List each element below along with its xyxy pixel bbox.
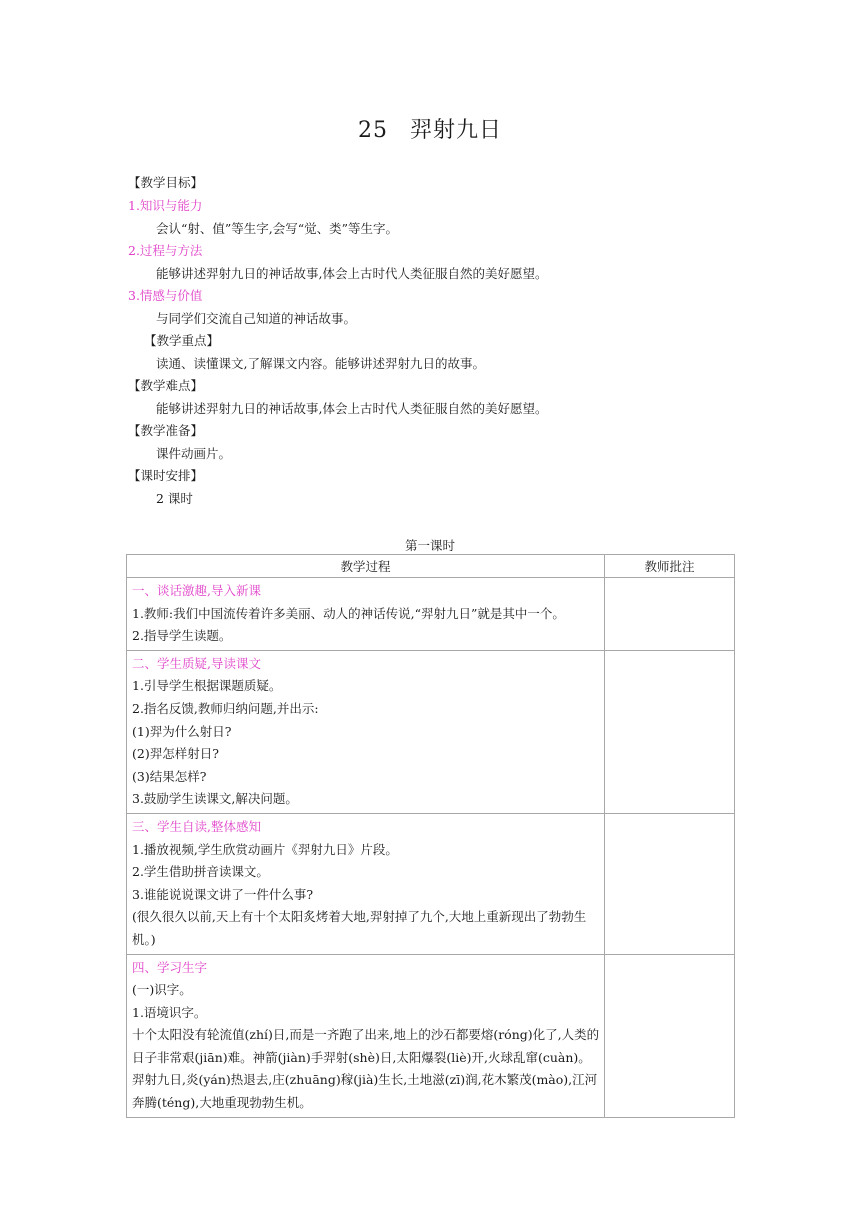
lesson-number: 25: [357, 118, 388, 143]
column-header-process: 教学过程: [127, 555, 605, 578]
page-title: [0, 113, 860, 144]
objectives-heading: 【教学目标】: [128, 175, 204, 190]
objective-1-title: 1.知识与能力: [128, 198, 203, 213]
section-line: 2.指名反馈,教师归纳问题,并出示:: [132, 700, 319, 716]
table-row: [127, 578, 735, 651]
notes-cell: [605, 954, 735, 1117]
objective-3-text: 与同学们交流自己知道的神话故事。: [156, 311, 357, 326]
table-header-row: [127, 555, 735, 578]
column-header-notes: 教师批注: [605, 555, 735, 578]
section-2: [127, 651, 604, 813]
section-line: 2.学生借助拼音读课文。: [132, 864, 269, 880]
difficulty-text: 能够讲述羿射九日的神话故事,体会上古时代人类征服自然的美好愿望。: [156, 401, 548, 416]
section-title: 三、学生自读,整体感知: [132, 818, 261, 834]
lesson-table: [126, 554, 735, 1118]
preparation-heading: 【教学准备】: [128, 423, 204, 438]
section-3: [127, 814, 604, 954]
table-row: [127, 813, 735, 954]
section-title: 二、学生质疑,导读课文: [132, 655, 261, 671]
section-1: [127, 578, 604, 650]
objective-2-title: 2.过程与方法: [128, 243, 203, 258]
objective-2-text: 能够讲述羿射九日的神话故事,体会上古时代人类征服自然的美好愿望。: [156, 266, 548, 281]
lesson-title: 羿射九日: [409, 118, 502, 143]
difficulty-heading: 【教学难点】: [128, 378, 204, 393]
focus-text: 读通、读懂课文,了解课文内容。能够讲述羿射九日的故事。: [156, 356, 485, 371]
section-line: 3.谁能说说课文讲了一件什么事?: [132, 886, 314, 902]
schedule-heading: 【课时安排】: [128, 468, 204, 483]
section-4: [127, 955, 604, 1117]
section-line: 3.鼓励学生读课文,解决问题。: [132, 791, 298, 807]
objective-1-text: 会认“射、值”等生字,会写“觉、类”等生字。: [156, 221, 399, 236]
notes-cell: [605, 650, 735, 813]
section-title: 一、谈话激趣,导入新课: [132, 583, 261, 598]
schedule-text: 2 课时: [156, 491, 193, 506]
section-paragraph: (很久很久以前,天上有十个太阳炙烤着大地,羿射掉了九个,大地上重新现出了勃勃生机。): [132, 909, 587, 947]
section-line: (3)结果怎样?: [132, 768, 207, 784]
section-line: 1.语境识字。: [132, 1004, 207, 1020]
section-line: 1.教师:我们中国流传着许多美丽、动人的神话传说,“羿射九日”就是其中一个。: [132, 605, 565, 621]
objective-3-title: 3.情感与价值: [128, 288, 203, 303]
section-line: 1.播放视频,学生欣赏动画片《羿射九日》片段。: [132, 841, 398, 857]
section-line: (1)羿为什么射日?: [132, 723, 232, 739]
focus-heading: 【教学重点】: [144, 333, 220, 348]
section-line: (2)羿怎样射日?: [132, 746, 219, 762]
table-row: [127, 954, 735, 1117]
table-caption: 第一课时: [404, 538, 455, 553]
section-line: 2.指导学生读题。: [132, 628, 232, 644]
notes-cell: [605, 578, 735, 651]
section-line: (一)识字。: [132, 982, 192, 998]
table-row: [127, 650, 735, 813]
section-paragraph: 十个太阳没有轮流值(zhí)日,而是一齐跑了出来,地上的沙石都要熔(róng)化了,人类的日子非常艰(jiān)难。神箭(jiàn)手羿射(shè)日,太阳爆裂(liè)开,火球乱窜(cuàn)。羿射九日,炎(yán)热退去,庄(zhuāng)稼(jià)生长,土地滋(zī)润,花木繁茂(mào),江河奔腾(téng),大地重现勃勃生机。: [132, 1027, 600, 1111]
section-line: 1.引导学生根据课题质疑。: [132, 678, 282, 694]
notes-cell: [605, 813, 735, 954]
section-title: 四、学习生字: [132, 959, 208, 975]
preparation-text: 课件动画片。: [156, 446, 232, 461]
